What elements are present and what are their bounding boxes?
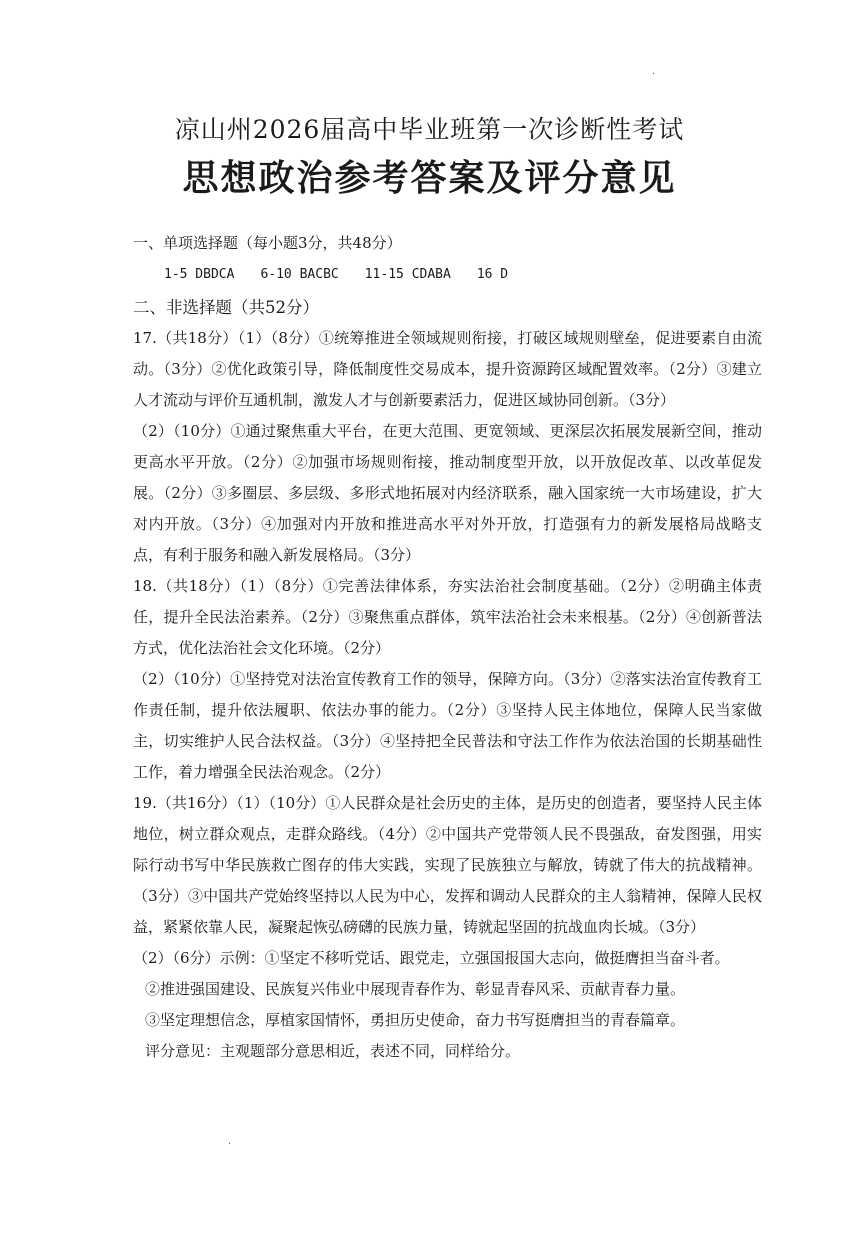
document-title: 思想政治参考答案及评分意见 (182, 158, 677, 199)
q18-part1: 18.（共18分）（1）（8分）①完善法律体系，夯实法治社会制度基础。（2分）②明确主体责任，提升全民法治素养。（2分）③聚焦重点群体，筑牢法治社会未来根基。（2分）④创新普法方式，优化法治社会文化环境。（2分） (133, 577, 762, 657)
answer-content (133, 228, 762, 1067)
q17-part1: 17.（共18分）（1）（8分）①统筹推进全领域规则衔接，打破区域规则壁垒，促进要素自由流动。（3分）②优化政策引导，降低制度性交易成本，提升资源跨区域配置效率。（2分）③建立人才流动与评价互通机制，激发人才与创新要素活力，促进区域协同创新。（3分） (133, 329, 762, 409)
q19-part2-item2: ②推进强国建设、民族复兴伟业中展现青春作为、彰显青春风采、贡献青春力量。 (145, 980, 686, 998)
answers-16: 16 D (476, 267, 509, 282)
grading-note: 评分意见：主观题部分意思相近，表述不同，同样给分。 (145, 1042, 521, 1060)
answers-6-10: 6-10 BACBC (260, 267, 339, 282)
q17-part2: （2）（10分）①通过聚焦重大平台，在更大范围、更宽领域、更深层次拓展发展新空间，推动更高水平开放。（2分）②加强市场规则衔接，推动制度型开放，以开放促改革、以改革促发展。（2分）③多圈层、多层级、多形式地拓展对内经济联系，融入国家统一大市场建设，扩大对内开放。（3分）④加强对内开放和推进高水平对外开放，打造强有力的新发展格局战略支点，有利于服务和融入新发展格局。（3分） (133, 422, 762, 564)
answers-11-15: 11-15 CDABA (364, 267, 451, 282)
exam-title: 凉山州2026届高中毕业班第一次诊断性考试 (174, 115, 685, 144)
section1-heading: 一、单项选择题（每小题3分，共48分） (133, 234, 402, 252)
choice-answers (133, 259, 762, 290)
q19-part2-intro: （2）（6分）示例：①坚定不移听党话、跟党走，立强国报国大志向，做挺膺担当奋斗者。 (133, 949, 730, 967)
q19-part2-item3: ③坚定理想信念，厚植家国情怀，勇担历史使命，奋力书写挺膺担当的青春篇章。 (145, 1011, 686, 1029)
q18-part2: （2）（10分）①坚持党对法治宣传教育工作的领导，保障方向。（3分）②落实法治宣传教育工作责任制，提升依法履职、依法办事的能力。（2分）③坚持人民主体地位，保障人民当家做主，切实维护人民合法权益。（3分）④坚持把全民普法和守法工作作为依法治国的长期基础性工作，着力增强全民法治观念。（2分） (133, 670, 762, 781)
top-dot-mark: · (652, 69, 656, 80)
answers-1-5: 1-5 DBDCA (164, 267, 235, 282)
q19-part1: 19.（共16分）（1）（10分）①人民群众是社会历史的主体，是历史的创造者，要坚持人民主体地位，树立群众观点，走群众路线。（4分）②中国共产党带领人民不畏强敌，奋发图强，用实际行动书写中华民族救亡图存的伟大实践，实现了民族独立与解放，铸就了伟大的抗战精神。（3分）③中国共产党始终坚持以人民为中心，发挥和调动人民群众的主人翁精神，保障人民权益，紧紧依靠人民，凝聚起恢弘磅礴的民族力量，铸就起坚固的抗战血肉长城。（3分） (133, 794, 762, 936)
bottom-dot-mark: · (228, 1139, 232, 1150)
section2-heading: 二、非选择题（共52分） (133, 298, 319, 317)
